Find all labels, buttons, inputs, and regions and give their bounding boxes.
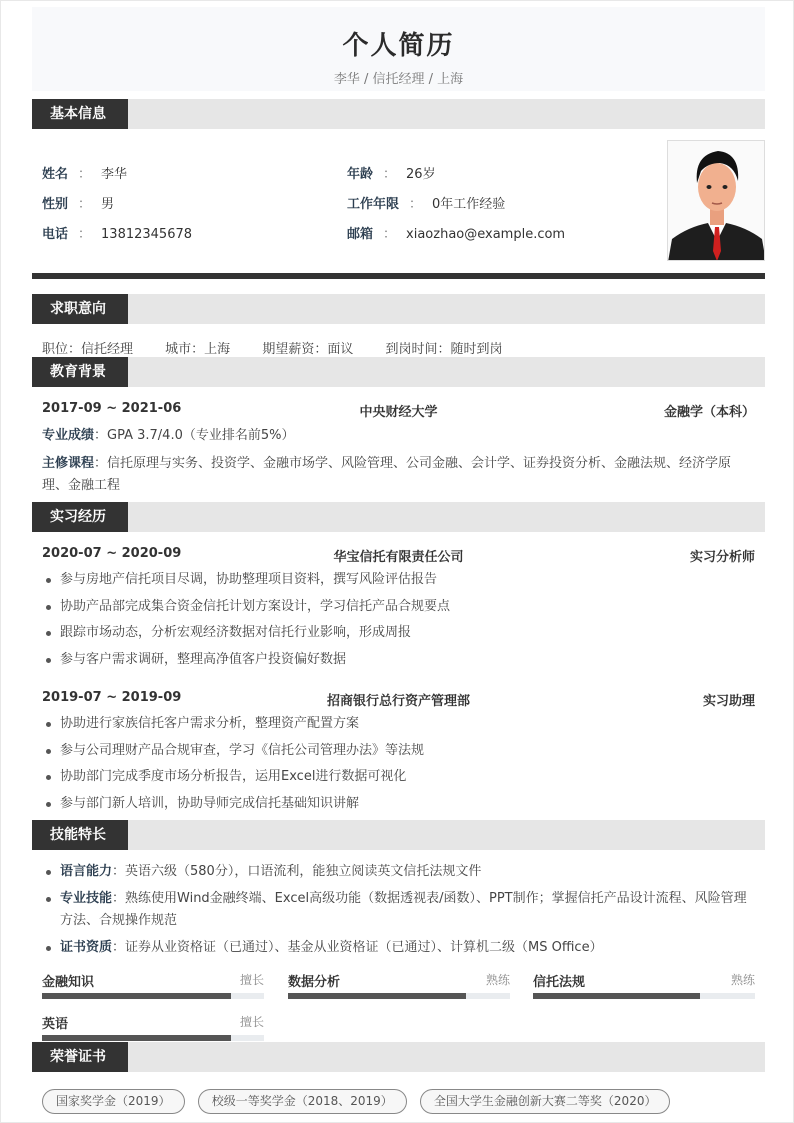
list-item: 跟踪市场动态，分析宏观经济数据对信托行业影响，形成周报 <box>42 620 755 647</box>
info-gender: 性别 ： 男 <box>42 197 115 212</box>
skill-bar: 信托法规 熟练 <box>533 971 755 990</box>
list-item: 协助产品部完成集合资金信托计划方案设计，学习信托产品合规要点 <box>42 594 755 621</box>
section-title: 求职意向 <box>32 294 128 324</box>
education-row <box>42 401 755 420</box>
divider <box>32 273 765 279</box>
intent-position: 职位：信托经理 <box>42 342 134 357</box>
edu-major: 金融学（本科） <box>663 405 755 420</box>
job-intent-row <box>42 338 530 357</box>
honors-list <box>42 1089 679 1114</box>
list-item: 协助部门完成季度市场分析报告，运用Excel进行数据可视化 <box>42 764 755 791</box>
list-item: 证书资质：证券从业资格证（已通过）、基金从业资格证（已通过）、计算机二级（MS Office） <box>42 937 755 959</box>
resume-header <box>32 7 765 91</box>
list-item: 语言能力：英语六级（580分），口语流利，能独立阅读英文信托法规文件 <box>42 861 755 883</box>
avatar-icon <box>668 141 765 261</box>
list-item: 协助进行家族信托客户需求分析，整理资产配置方案 <box>42 711 755 738</box>
list-item: 参与公司理财产品合规审查，学习《信托公司管理办法》等法规 <box>42 738 755 765</box>
intent-salary: 期望薪资：面议 <box>262 342 354 357</box>
section-education <box>32 357 765 387</box>
section-title: 基本信息 <box>32 99 128 129</box>
section-title: 教育背景 <box>32 357 128 387</box>
section-title: 实习经历 <box>32 502 128 532</box>
intent-arrival: 到岗时间：随时到岗 <box>385 342 503 357</box>
honor-tag: 校级一等奖学金（2018、2019） <box>198 1089 407 1114</box>
info-phone: 电话 ： 13812345678 <box>42 227 193 242</box>
section-honors <box>32 1042 765 1072</box>
list-item: 参与房地产信托项目尽调，协助整理项目资料，撰写风险评估报告 <box>42 567 755 594</box>
intent-city: 城市：上海 <box>165 342 231 357</box>
section-basic-info <box>32 99 765 129</box>
internship-duties <box>42 711 755 817</box>
section-skills <box>32 820 765 850</box>
edu-period: 2017-09 ~ 2021-06 <box>42 401 182 416</box>
page-subtitle: 李华 / 信托经理 / 上海 <box>333 72 464 87</box>
section-internship <box>32 502 765 532</box>
info-name: 姓名 ： 李华 <box>42 167 128 182</box>
honor-tag: 国家奖学金（2019） <box>42 1089 185 1114</box>
honor-tag: 全国大学生金融创新大赛二等奖（2020） <box>420 1089 671 1114</box>
skills-list <box>42 861 755 964</box>
skill-bar: 金融知识 擅长 <box>42 971 264 990</box>
list-item: 参与客户需求调研，整理高净值客户投资偏好数据 <box>42 647 755 674</box>
skill-bar: 英语 擅长 <box>42 1013 264 1032</box>
skill-bar: 数据分析 熟练 <box>288 971 510 990</box>
page-title: 个人简历 <box>342 31 455 61</box>
section-title: 技能特长 <box>32 820 128 850</box>
edu-gpa: 专业成绩：GPA 3.7/4.0（专业排名前5%） <box>42 428 295 443</box>
list-item: 专业技能：熟练使用Wind金融终端、Excel高级功能（数据透视表/函数）、PPT制作；掌握信托产品设计流程、风险管理方法、合规操作规范 <box>42 888 755 932</box>
internship-duties <box>42 567 755 673</box>
internship-row: 2020-07 ~ 2020-09 华宝信托有限责任公司 实习分析师 <box>42 546 755 565</box>
info-age: 年龄 ： 26岁 <box>347 167 436 182</box>
section-job-intent <box>32 294 765 324</box>
info-years: 工作年限 ： 0年工作经验 <box>347 197 506 212</box>
edu-courses: 主修课程：信托原理与实务、投资学、金融市场学、风险管理、公司金融、会计学、证券投资分析、金融法规、经济学原理、金融工程 <box>42 456 732 493</box>
avatar-photo <box>667 140 765 261</box>
section-title: 荣誉证书 <box>32 1042 128 1072</box>
internship-row: 2019-07 ~ 2019-09 招商银行总行资产管理部 实习助理 <box>42 690 755 709</box>
edu-school: 中央财经大学 <box>359 405 438 420</box>
info-email: 邮箱 ： xiaozhao@example.com <box>347 227 566 242</box>
list-item: 参与部门新人培训，协助导师完成信托基础知识讲解 <box>42 791 755 818</box>
